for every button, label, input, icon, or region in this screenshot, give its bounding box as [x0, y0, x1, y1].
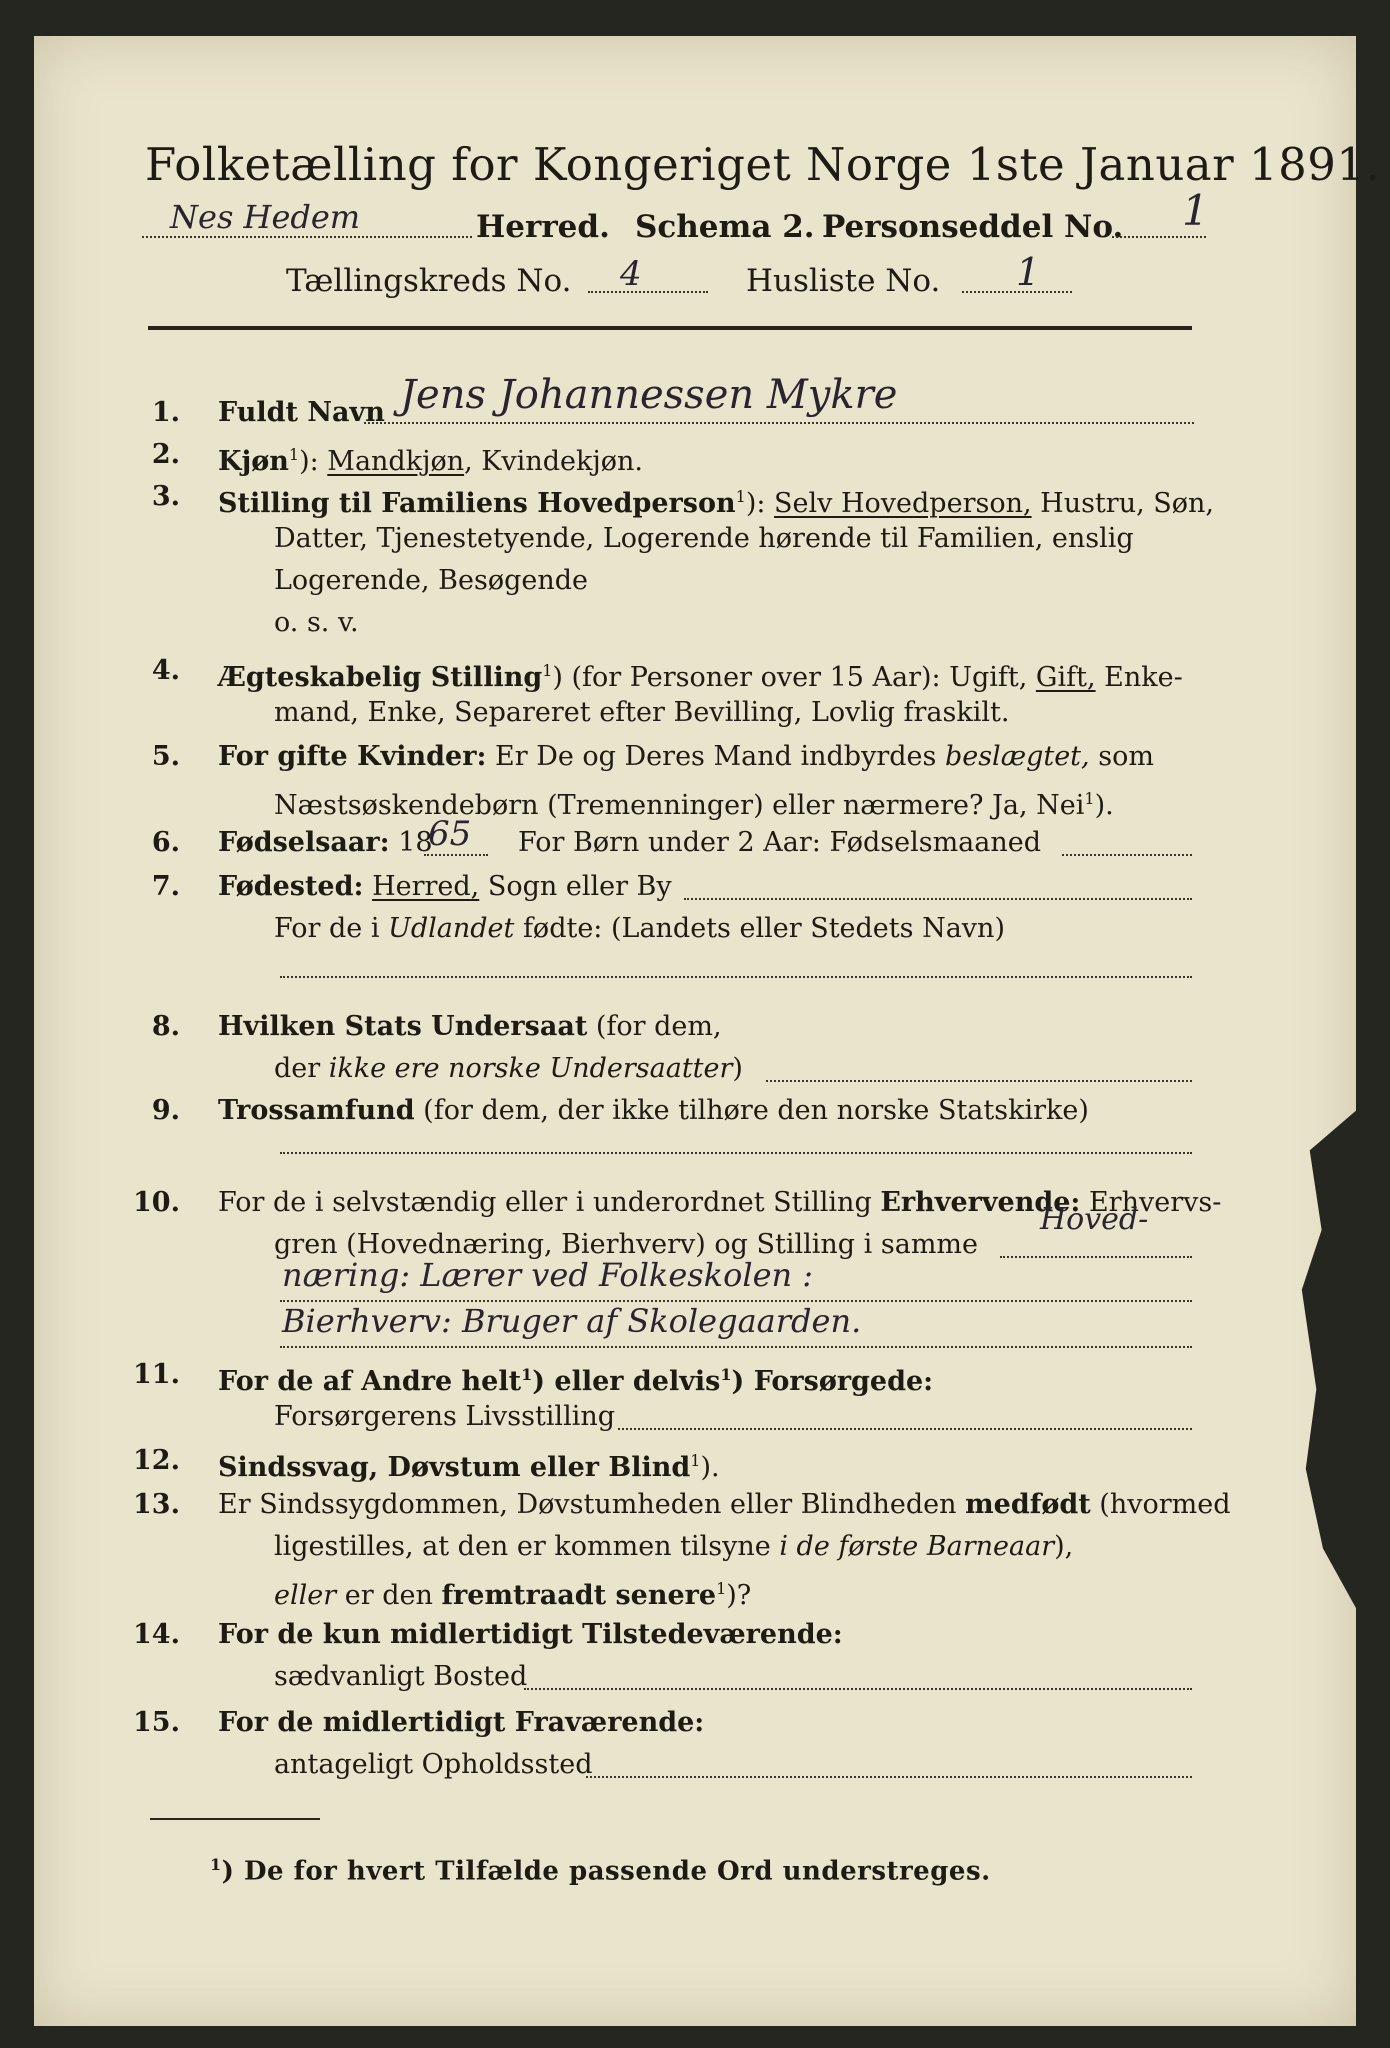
q15-number: 15. [133, 1707, 180, 1738]
q3-footnote-mark: 1 [735, 487, 746, 506]
q11-footnote-mark-2: 1 [720, 1365, 732, 1384]
q9-number: 9. [151, 1095, 180, 1126]
q15-label: For de midlertidigt Fraværende: [218, 1707, 705, 1738]
q9-label: Trossamfund [218, 1095, 415, 1126]
q6-prefix: 18 [389, 827, 433, 858]
q14-number: 14. [133, 1619, 180, 1650]
q13-footnote-mark: 1 [716, 1579, 727, 1598]
q4-label: Ægteskabelig Stilling [218, 662, 543, 693]
personseddel-dotted-line [1112, 236, 1206, 238]
kreds-dotted-line [588, 291, 708, 293]
q11-line1 [218, 1358, 933, 1399]
q1-number: 1. [151, 397, 180, 428]
schema-label: Schema 2. [635, 209, 815, 245]
q6-year-dotted-line [424, 854, 488, 856]
q5-line2 [274, 782, 1114, 823]
q7-dotted-line [684, 898, 1192, 900]
q2-number: 2. [151, 439, 180, 470]
q6-line [218, 826, 433, 860]
q5-line2-text: Næstsøskendebørn (Tremenninger) eller nærmere? Ja, Nei [274, 790, 1085, 821]
q13-text1: Er Sindssygdommen, Døvstumheden eller Blindheden [218, 1489, 966, 1520]
q12-footnote-mark: 1 [690, 1451, 701, 1470]
q3-line1 [218, 480, 1214, 521]
q8-text: (for dem, [587, 1011, 722, 1042]
q8-line2 [274, 1052, 743, 1086]
q13-line1 [218, 1488, 1231, 1522]
q7-line2-italic: Udlandet [388, 913, 515, 944]
q3-line2: Datter, Tjenestetyende, Logerende hørende til Familien, enslig [274, 523, 1134, 554]
husliste-label: Husliste No. [746, 263, 941, 299]
q3-number: 3. [151, 481, 180, 512]
q10-dotted-line-1 [1000, 1256, 1192, 1258]
q10-handwritten-2: næring: Lærer ved Folkeskolen : [282, 1256, 814, 1294]
q11-text2: ) eller delvis [532, 1366, 721, 1397]
q13-line2-a: ligestilles, at den er kommen tilsyne [274, 1531, 780, 1562]
herred-value: Nes Hedem [170, 198, 361, 236]
q5-text2: som [1089, 741, 1154, 772]
q6-label: Fødselsaar: [218, 827, 390, 858]
q4-line2: mand, Enke, Separeret efter Bevilling, Lovlig fraskilt. [274, 697, 1010, 728]
q10-line2: gren (Hovednæring, Bierhverv) og Stilling i samme [274, 1229, 979, 1260]
q6-month-dotted-line [1062, 854, 1192, 856]
husliste-dotted-line [962, 291, 1072, 293]
q13-line2-b: ), [1054, 1531, 1074, 1562]
q4-text1: ) (for Personer over 15 Aar): Ugift, [552, 662, 1036, 693]
q5-text1: Er De og Deres Mand indbyrdes [486, 741, 945, 772]
q12-line [218, 1444, 720, 1485]
q15-dotted-line [586, 1776, 1192, 1778]
q10-handwritten-3: Bierhverv: Bruger af Skolegaarden. [282, 1302, 862, 1340]
q4-line1 [218, 654, 1183, 695]
q13-bold: medfødt [965, 1489, 1091, 1520]
q2-colon: ): [299, 446, 319, 477]
q8-label: Hvilken Stats Undersaat [218, 1011, 588, 1042]
q11-number: 11. [133, 1359, 180, 1390]
q8-line2-a: der [274, 1053, 329, 1084]
q9-line [218, 1094, 1089, 1128]
q7-line2-b: fødte: (Landets eller Stedets Navn) [514, 913, 1005, 944]
q2-line [218, 438, 643, 479]
q5-italic: beslægtet, [944, 741, 1090, 772]
q7-option-herred: Herred, [372, 871, 480, 902]
q3-options-rest: Hustru, Søn, [1031, 488, 1214, 519]
q6-text: For Børn under 2 Aar: Fødselsmaaned [518, 827, 1042, 858]
q4-text2: Enke- [1095, 662, 1183, 693]
q10-dotted-line-3 [280, 1346, 1192, 1348]
q11-label: ) Forsørgede: [731, 1366, 934, 1397]
q8-line1 [218, 1010, 722, 1044]
q8-number: 8. [151, 1011, 180, 1042]
q9-text: (for dem, der ikke tilhøre den norske Statskirke) [414, 1095, 1089, 1126]
header-divider [148, 326, 1192, 330]
q4-option-gift: Gift, [1035, 662, 1096, 693]
q7-label: Fødested: [218, 871, 364, 902]
q1-dotted-line [364, 422, 1194, 424]
q10-text1: For de i selvstændig eller i underordnet Stilling [218, 1187, 881, 1218]
q1-label: Fuldt Navn [218, 397, 385, 428]
q9-dotted-line [280, 1152, 1192, 1154]
kreds-value: 4 [620, 254, 642, 294]
q3-colon: ): [745, 488, 766, 519]
q5-line1 [218, 740, 1154, 774]
q1-value: Jens Johannessen Mykre [400, 372, 898, 418]
q11-dotted-line [618, 1428, 1192, 1430]
personseddel-value: 1 [1182, 186, 1209, 235]
herred-label: Herred. [476, 209, 610, 245]
footnote-rule [150, 1818, 320, 1820]
q8-dotted-line [766, 1080, 1192, 1082]
q5-number: 5. [151, 741, 180, 772]
personseddel-label: Personseddel No. [822, 209, 1124, 245]
q13-line3-a: er den [336, 1580, 442, 1611]
q4-footnote-mark: 1 [542, 661, 553, 680]
q7-foreign-dotted-line [280, 976, 1192, 978]
q14-line2: sædvanligt Bosted [274, 1661, 528, 1692]
q13-line2-italic: i de første Barneaar [779, 1531, 1055, 1562]
footnote-mark: 1 [210, 1855, 222, 1874]
q13-line3-italic: eller [274, 1580, 337, 1611]
q5-end: ). [1094, 790, 1114, 821]
q2-option-kvindekjon: , Kvindekjøn. [464, 446, 643, 477]
q2-footnote-mark: 1 [288, 445, 300, 464]
q12-number: 12. [133, 1445, 180, 1476]
q6-value: 65 [428, 814, 472, 854]
q8-line2-italic: ikke ere norske Undersaatter [328, 1053, 733, 1084]
q7-number: 7. [151, 871, 180, 902]
kreds-label: Tællingskreds No. [286, 263, 572, 299]
q13-line3-end: )? [726, 1580, 752, 1611]
q10-handwritten-1: Hoved- [1040, 1202, 1149, 1237]
q7-line2-a: For de i [274, 913, 389, 944]
q8-line2-b: ) [732, 1053, 743, 1084]
q12-end: ). [700, 1452, 720, 1483]
q15-line2: antageligt Opholdssted [274, 1749, 593, 1780]
herred-dotted-line [142, 236, 472, 238]
q13-text2: (hvormed [1090, 1489, 1231, 1520]
q10-label: Erhvervende: [880, 1187, 1081, 1218]
q7-line2 [274, 912, 1005, 946]
q2-label: Kjøn [218, 446, 289, 477]
q11-line2: Forsørgerens Livsstilling [274, 1401, 616, 1432]
footnote-text: ) De for hvert Tilfælde passende Ord understreges. [221, 1856, 991, 1887]
q13-number: 13. [133, 1489, 180, 1520]
q3-label: Stilling til Familiens Hovedperson [218, 488, 736, 519]
q4-number: 4. [151, 655, 180, 686]
husliste-value: 1 [1016, 250, 1041, 294]
q14-dotted-line [524, 1688, 1192, 1690]
q10-number: 10. [133, 1187, 180, 1218]
q6-number: 6. [151, 827, 180, 858]
q13-line3 [274, 1572, 751, 1613]
q5-label: For gifte Kvinder: [218, 741, 487, 772]
q7-text: Sogn eller By [479, 871, 672, 902]
footnote [210, 1848, 991, 1889]
q3-option-selv-hovedperson: Selv Hovedperson, [774, 488, 1032, 519]
q3-line4: o. s. v. [274, 607, 359, 638]
q10-text2: Erhvervs- [1080, 1187, 1222, 1218]
q13-line2 [274, 1530, 1073, 1564]
q14-label: For de kun midlertidigt Tilstedeværende: [218, 1619, 843, 1650]
q11-text1: For de af Andre helt [218, 1366, 522, 1397]
q13-line3-bold: fremtraadt senere [441, 1580, 717, 1611]
q11-footnote-mark-1: 1 [521, 1365, 533, 1384]
q7-line1 [218, 870, 672, 904]
form-title: Folketælling for Kongeriget Norge 1ste Januar 1891. [145, 138, 1381, 191]
q3-line3: Logerende, Besøgende [274, 565, 588, 596]
q5-footnote-mark: 1 [1084, 789, 1095, 808]
q2-option-mandkjon: Mandkjøn [327, 446, 465, 477]
q12-label: Sindssvag, Døvstum eller Blind [218, 1452, 691, 1483]
